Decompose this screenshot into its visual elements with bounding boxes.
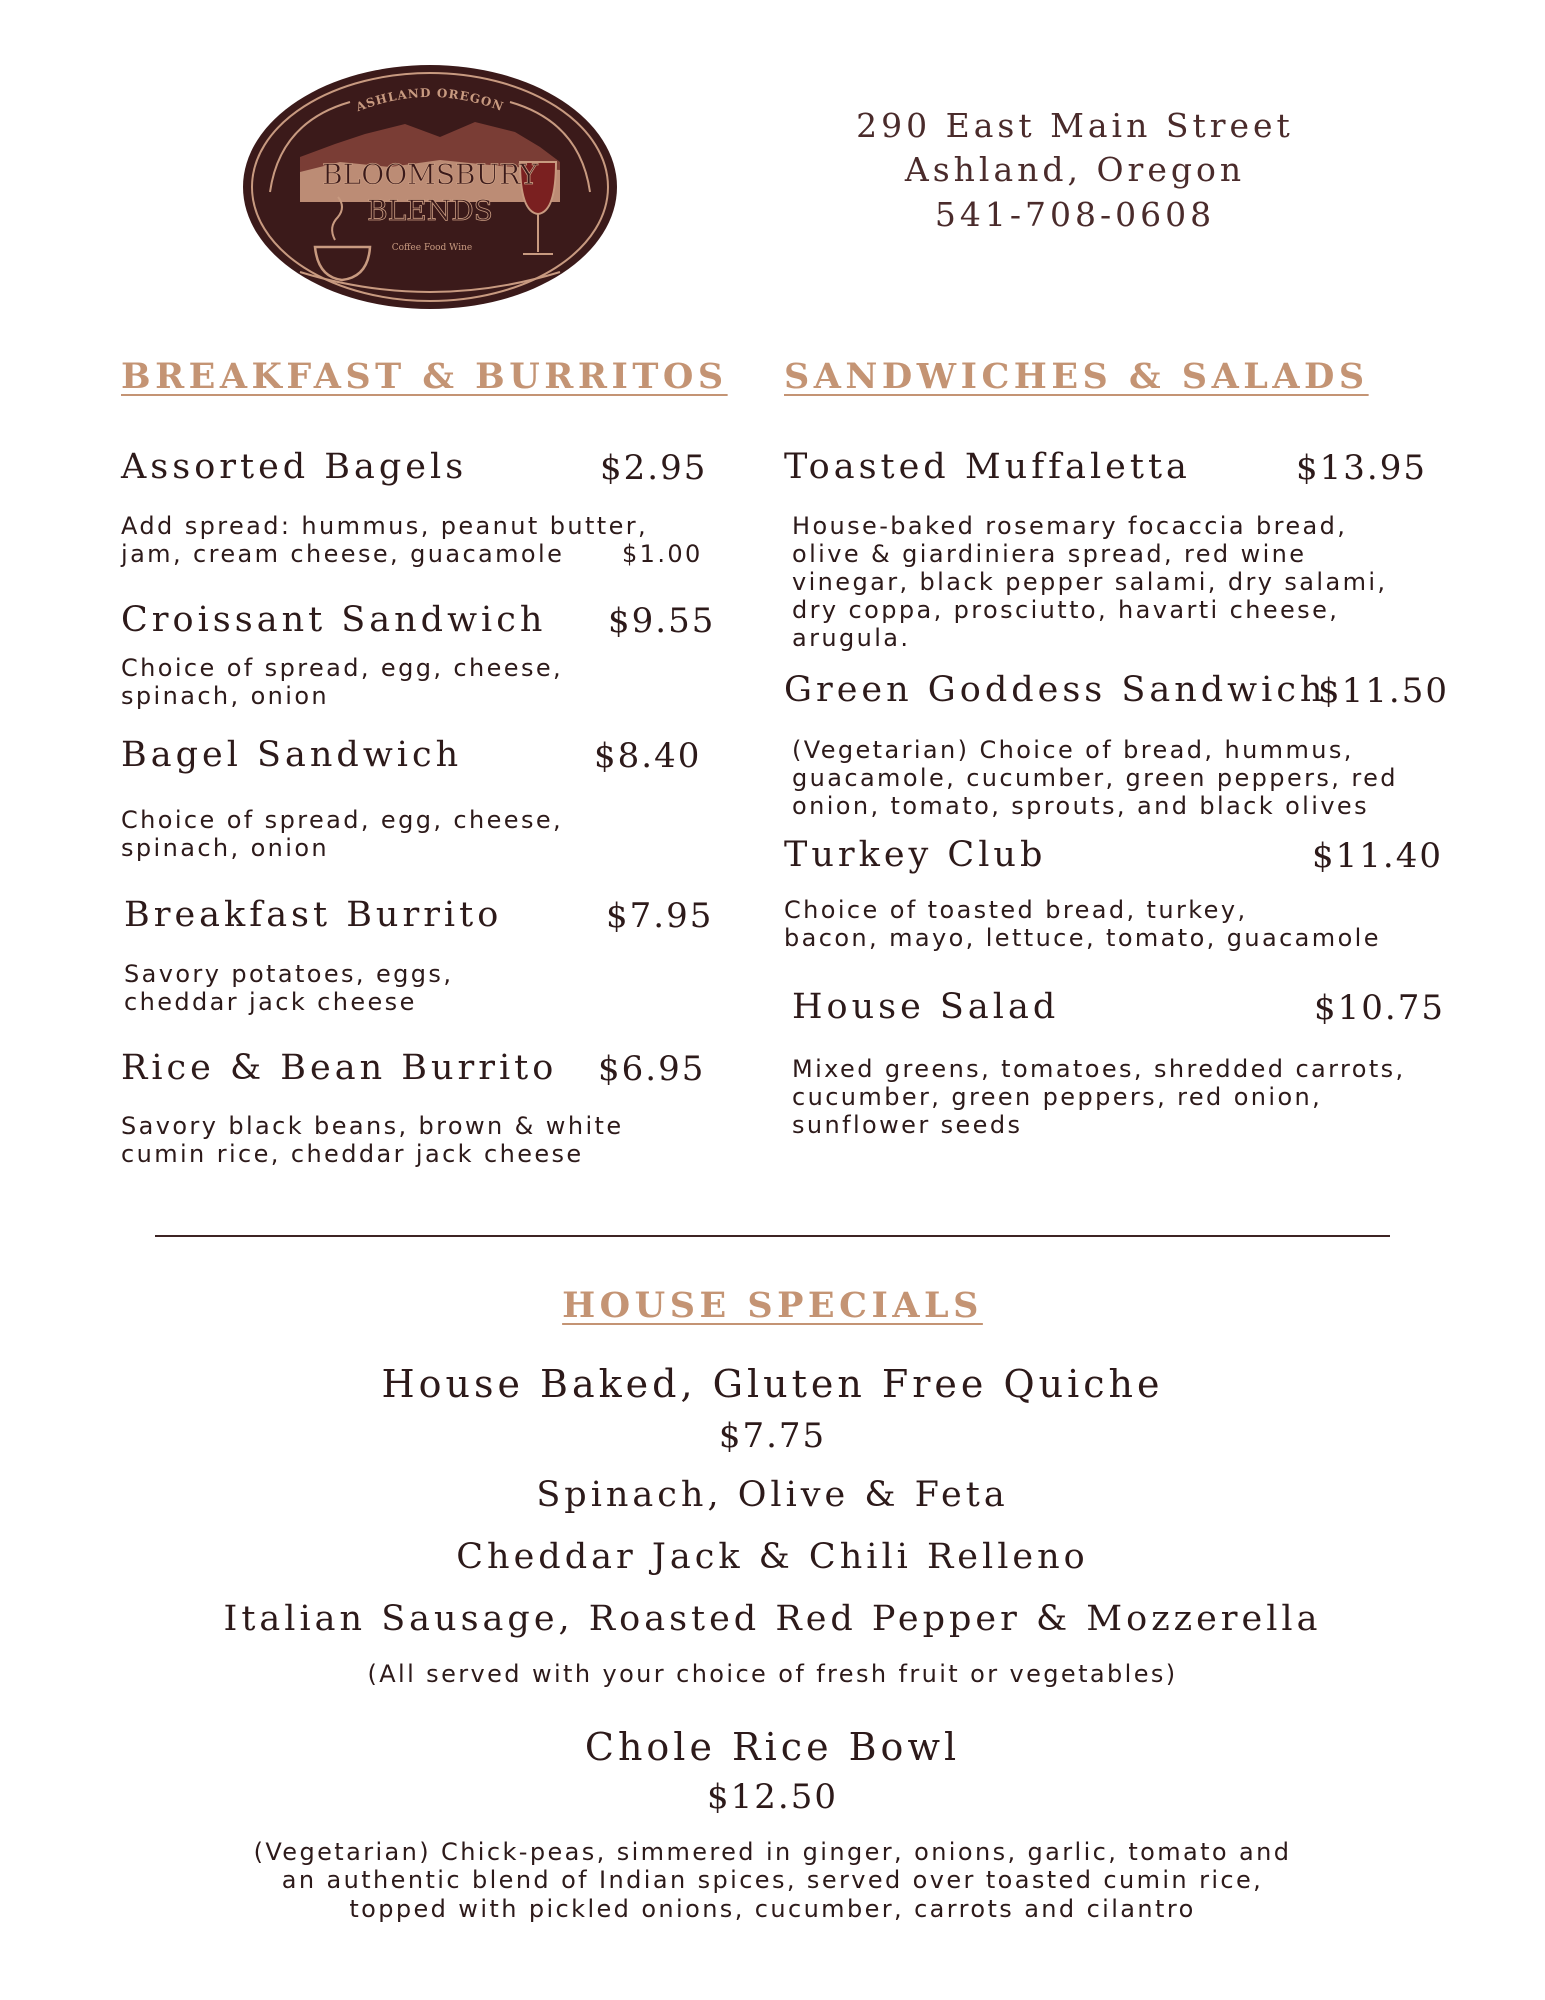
svg-text:BLENDS: BLENDS: [367, 194, 493, 227]
menu-item-description: Add spread: hummus, peanut butter,: [121, 512, 649, 540]
menu-item-description: Choice of spread, egg, cheese, spinach, onion: [121, 654, 564, 710]
menu-item-description: House-baked rosemary focaccia bread, olive & giardiniera spread, red wine vinegar, black pepper salami, dry salami, dry coppa, prosciutto, havarti cheese, arugula.: [792, 512, 1388, 652]
menu-item-description: Choice of toasted bread, turkey, bacon, mayo, lettuce, tomato, guacamole: [784, 896, 1381, 952]
menu-item-description: Savory black beans, brown & white cumin rice, cheddar jack cheese: [121, 1112, 624, 1168]
bowl-title: Chole Rice Bowl: [584, 1725, 961, 1769]
menu-item-name: Assorted Bagels: [121, 447, 468, 487]
spread-price: $1.00: [622, 540, 703, 568]
menu-item-price: $10.75: [1314, 988, 1445, 1028]
menu-item-name: Bagel Sandwich: [121, 735, 463, 775]
quiche-flavor: Cheddar Jack & Chili Relleno: [456, 1537, 1089, 1577]
specials-heading-wrap: [0, 1285, 1545, 1326]
menu-item-description: Mixed greens, tomatoes, shredded carrots, cucumber, green peppers, red onion, sunflower seeds: [792, 1055, 1406, 1139]
menu-item-name: Rice & Bean Burrito: [121, 1048, 558, 1088]
bowl-price: $12.50: [707, 1777, 838, 1817]
menu-item-name: Toasted Muffaletta: [784, 447, 1191, 487]
sandwiches-heading: SANDWICHES & SALADS: [784, 356, 1369, 397]
svg-text:Coffee Food Wine: Coffee Food Wine: [391, 243, 473, 253]
served-note: (All served with your choice of fresh fruit or vegetables): [367, 1660, 1178, 1688]
specials-heading: HOUSE SPECIALS: [562, 1285, 983, 1326]
menu-item-description: Savory potatoes, eggs, cheddar jack cheese: [124, 960, 454, 1016]
address-street: 290 East Main Street: [856, 106, 1294, 145]
menu-item-price: $2.95: [600, 448, 708, 488]
menu-item-name: House Salad: [792, 987, 1060, 1027]
menu-item-price: $9.55: [608, 601, 716, 641]
svg-text:BLOOMSBURY: BLOOMSBURY: [322, 158, 538, 191]
quiche-flavor: Italian Sausage, Roasted Red Pepper & Mozzerella: [223, 1599, 1322, 1639]
bowl-description: an authentic blend of Indian spices, served over toasted cumin rice,: [281, 1866, 1264, 1894]
menu-item-price: $6.95: [598, 1049, 706, 1089]
menu-item-name: Breakfast Burrito: [124, 895, 503, 935]
menu-item-name: Croissant Sandwich: [121, 600, 547, 640]
section-divider: [155, 1235, 1390, 1237]
quiche-flavor: Spinach, Olive & Feta: [536, 1475, 1009, 1515]
menu-item-price: $13.95: [1296, 448, 1427, 488]
address-city: Ashland, Oregon: [904, 150, 1246, 189]
menu-item-price: $7.95: [606, 896, 714, 936]
menu-item-price: $11.50: [1318, 671, 1449, 711]
quiche-title: House Baked, Gluten Free Quiche: [381, 1362, 1164, 1406]
menu-item-description: Choice of spread, egg, cheese, spinach, onion: [121, 806, 564, 862]
address-phone: 541-708-0608: [934, 195, 1216, 234]
bowl-description: (Vegetarian) Chick-peas, simmered in ginger, onions, garlic, tomato and: [253, 1838, 1292, 1866]
quiche-price: $7.75: [718, 1416, 827, 1456]
menu-item-description: (Vegetarian) Choice of bread, hummus, guacamole, cucumber, green peppers, red onion, tomato, sprouts, and black olives: [792, 736, 1398, 820]
svg-text:ASHLAND OREGON: ASHLAND OREGON: [354, 85, 506, 115]
menu-item-price: $11.40: [1312, 836, 1443, 876]
bloomsbury-blends-logo: [240, 62, 620, 312]
breakfast-heading: BREAKFAST & BURRITOS: [121, 356, 728, 397]
bowl-description: topped with pickled onions, cucumber, carrots and cilantro: [349, 1895, 1196, 1923]
menu-item-description: jam, cream cheese, guacamole: [121, 540, 565, 568]
menu-item-name: Turkey Club: [784, 835, 1047, 875]
menu-item-name: Green Goddess Sandwich: [784, 670, 1327, 710]
menu-item-price: $8.40: [594, 736, 702, 776]
